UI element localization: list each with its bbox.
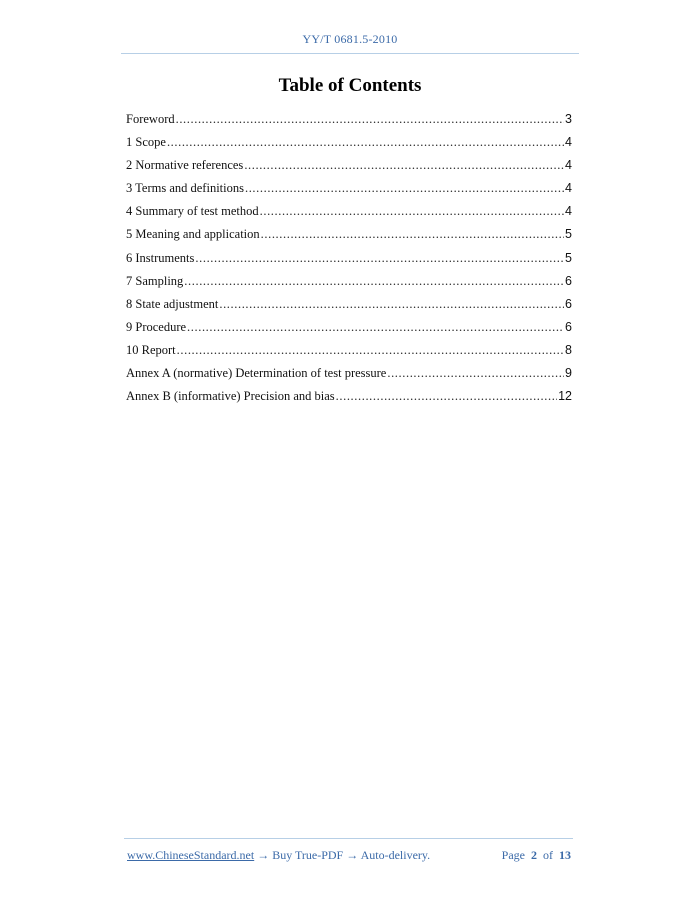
arrow-right-icon: → [257, 848, 270, 862]
current-page: 2 [531, 848, 537, 862]
toc-entry-label: 7 Sampling [126, 273, 184, 288]
buy-pdf-text: Buy True-PDF [272, 848, 344, 862]
toc-entry-page: 5 [565, 227, 572, 242]
header-divider [121, 53, 579, 54]
toc-entry-page: 4 [565, 181, 572, 196]
toc-entry-label: 4 Summary of test method [126, 204, 259, 219]
toc-leader-dots [219, 293, 564, 316]
toc-entry-page: 8 [565, 342, 572, 357]
auto-delivery-text: Auto-delivery. [360, 848, 431, 862]
toc-leader-dots [260, 200, 564, 223]
toc-entry-meaning-and-application[interactable] [126, 223, 572, 246]
toc-entry-label: Annex A (normative) Determination of test pressure [126, 366, 387, 381]
toc-entry-page: 6 [565, 296, 572, 311]
toc-entry-sampling[interactable] [126, 270, 572, 293]
toc-entry-page: 4 [565, 204, 572, 219]
toc-leader-dots [195, 247, 564, 270]
toc-entry-label: 10 Report [126, 342, 176, 357]
toc-entry-label: 5 Meaning and application [126, 227, 260, 242]
toc-entry-label: 9 Procedure [126, 319, 187, 334]
toc-entry-label: 1 Scope [126, 135, 166, 150]
page-title: Table of Contents [278, 75, 422, 96]
toc-entry-page: 3 [565, 112, 572, 126]
toc-leader-dots [336, 385, 557, 408]
page-header [0, 32, 700, 47]
toc-entry-summary-of-test-method[interactable] [126, 200, 572, 223]
footer-divider [124, 838, 573, 839]
toc-entry-label: 6 Instruments [126, 250, 195, 265]
toc-entry-page: 9 [565, 366, 572, 381]
toc-entry-instruments[interactable] [126, 247, 572, 270]
toc-entry-procedure[interactable] [126, 316, 572, 339]
toc-entry-scope[interactable] [126, 131, 572, 154]
toc-leader-dots [176, 108, 564, 131]
toc-entry-annex-b[interactable] [126, 385, 572, 408]
toc-entry-label: 3 Terms and definitions [126, 181, 244, 196]
toc-entry-label: Foreword [126, 112, 175, 126]
toc-leader-dots [184, 270, 564, 293]
toc-entry-terms-and-definitions[interactable] [126, 177, 572, 200]
toc-entry-annex-a[interactable] [126, 362, 572, 385]
total-pages: 13 [559, 848, 571, 862]
arrow-right-icon: → [346, 848, 359, 862]
toc-leader-dots [387, 362, 564, 385]
toc-entry-normative-references[interactable] [126, 154, 572, 177]
toc-entry-page: 4 [565, 158, 572, 173]
toc-entry-page: 5 [565, 250, 572, 265]
toc-entry-page: 6 [565, 319, 572, 334]
table-of-contents [126, 108, 572, 408]
toc-leader-dots [187, 316, 564, 339]
page-of-word: of [543, 848, 553, 862]
website-link[interactable]: www.ChineseStandard.net [127, 848, 255, 862]
toc-entry-page: 6 [565, 273, 572, 288]
toc-entry-page: 4 [565, 135, 572, 150]
toc-leader-dots [244, 154, 564, 177]
toc-entry-foreword[interactable] [126, 108, 572, 131]
document-id: YY/T 0681.5-2010 [302, 32, 398, 46]
footer-promo [127, 848, 430, 863]
toc-entry-state-adjustment[interactable] [126, 293, 572, 316]
page-number [502, 848, 571, 863]
toc-leader-dots [261, 223, 564, 246]
toc-leader-dots [245, 177, 564, 200]
toc-entry-label: 2 Normative references [126, 158, 244, 173]
toc-entry-page: 12 [558, 389, 572, 404]
toc-entry-report[interactable] [126, 339, 572, 362]
toc-leader-dots [167, 131, 564, 154]
toc-leader-dots [177, 339, 564, 362]
toc-entry-label: Annex B (informative) Precision and bias [126, 389, 335, 404]
toc-entry-label: 8 State adjustment [126, 296, 219, 311]
page-word: Page [501, 848, 525, 862]
